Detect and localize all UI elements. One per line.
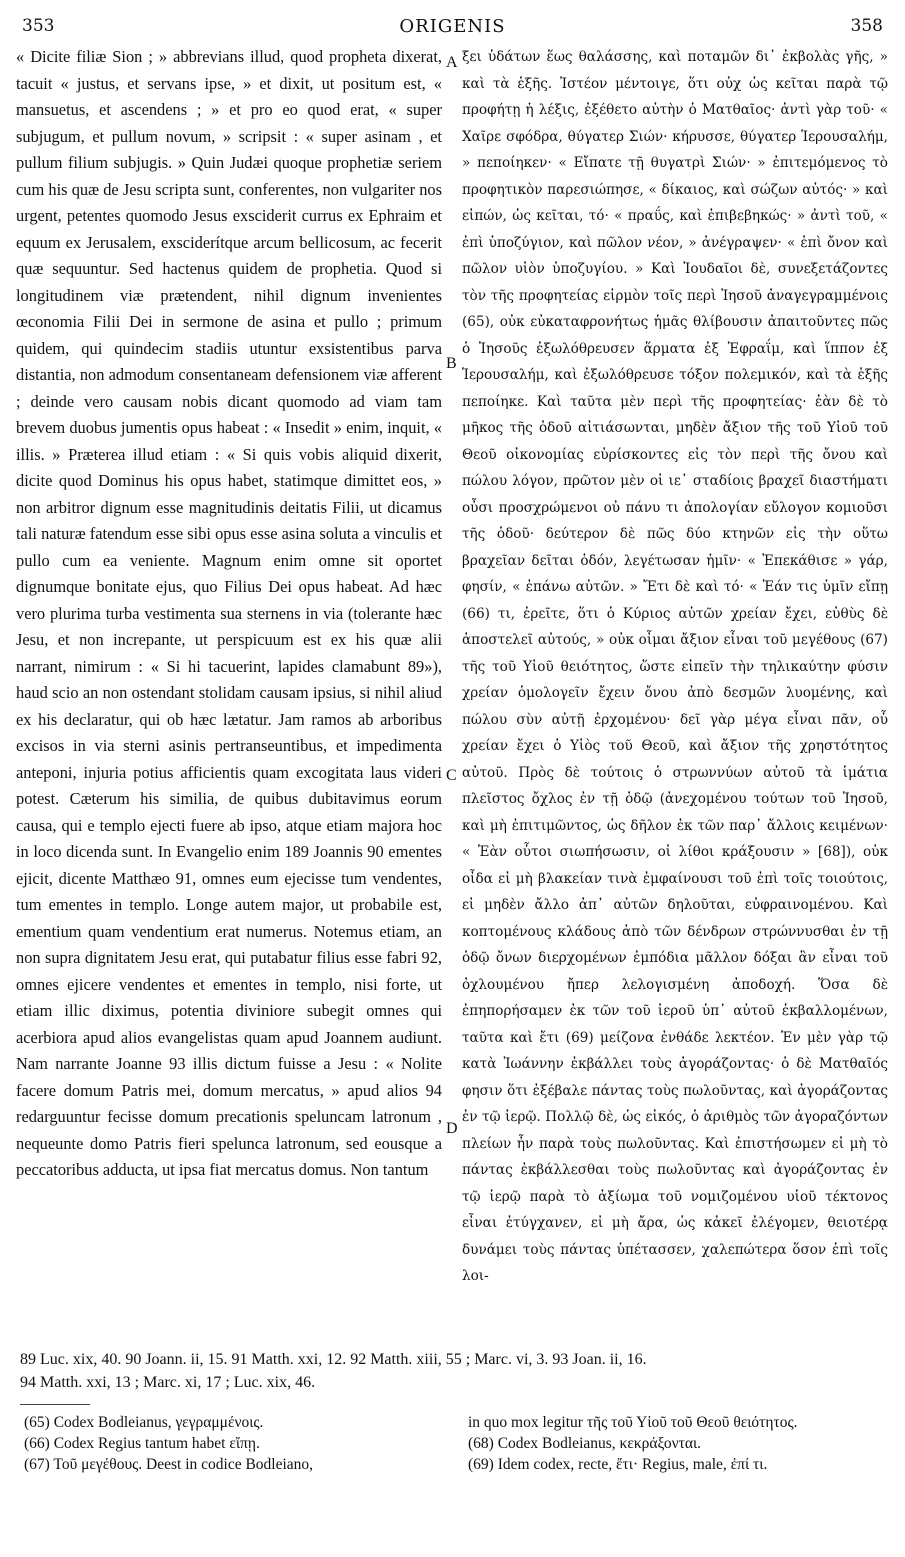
footnote-ref-line: 94 Matth. xxi, 13 ; Marc. xi, 17 ; Luc. xix, 46. (20, 1374, 316, 1391)
critical-notes-left (24, 1412, 444, 1475)
page-number-right: 358 (850, 16, 883, 36)
page-number-left: 353 (22, 16, 55, 36)
footnote-ref-line: 89 Luc. xix, 40. 90 Joann. ii, 15. 91 Matth. xxi, 12. 92 Matth. xiii, 55 ; Marc. vi, 3. 93 Joan. ii, 16. (20, 1351, 647, 1368)
critical-notes-right (468, 1412, 888, 1475)
critical-note: (67) Τοῦ μεγέθους. Deest in codice Bodleiano, (24, 1456, 314, 1473)
greek-text: ξει ὑδάτων ἕως θαλάσσης, καὶ ποταμῶν δι᾿ ἐκβολὰς γῆς, » καὶ τὰ ἑξῆς. Ἰστέον μέντοιγε, ὅτι οὐχ ὡς κεῖται παρὰ τῷ προφήτῃ ἡ λέξις, ἐξέθετο αὐτὴν ὁ Ματθαῖος· ἀντὶ γὰρ τοῦ· « Χαῖρε σφόδρα, θύγατερ Σιών· κήρυσσε, θύγατερ Ἱερουσαλήμ, » πεποίηκεν· « Εἴπατε τῇ θυγατρὶ Σιών· » ἐπιτεμόμενος τὸ προφητικὸν παρεσιώπησε, « δίκαιος, καὶ σώζων αὐτός· » καὶ εἰπών, ὡς κεῖται, τό· « πραΰς, καὶ ἐπιβεβηκώς· » ἀντὶ τοῦ, « ἐπὶ ὑποζύγιον, καὶ πῶλον νέον, » ἀνέγραψεν· « ἐπὶ ὄνον καὶ πῶλον υἱὸν ὑποζυγίου. » Καὶ Ἰουδαῖοι δὲ, συνεξετάζοντες τὸν τῆς προφητείας εἱρμὸν τοῖς περὶ Ἰησοῦ ἀναγεγραμμένοις (65), οὐκ εὐκαταφρονήτως ἡμᾶς θλίβουσιν ἀπαιτοῦντες πῶς ὁ Ἰησοῦς ἐξωλόθρευσεν ἅρματα ἐξ Ἐφραΐμ, καὶ ἵππον ἐξ Ἱερουσαλήμ, καὶ ἐξωλόθρευσε τόξον πολεμικόν, καὶ τὰ ἑξῆς πεποίηκε. Καὶ ταῦτα μὲν περὶ τῆς προφητείας· ἐὰν δὲ τὸ μῆκος τῆς ὁδοῦ αἰτιάσωνται, μηδὲν ἄξιον τῆς τοῦ Υἱοῦ τοῦ Θεοῦ οἰκονομίας εὑρίσκοντες εἰς τὸν περὶ τῆς ὄνου καὶ πώλου λόγον, πρῶτον μὲν οἱ ιε᾿ σταδίοις βραχεῖ διαστήματι οὖσι προσχρώμενοι οὐ πάνυ τι ἀπολογίαν εὔλογον κομιοῦσι τῆς ὁδοῦ· δεύτερον δὲ πῶς δύο κτηνῶν εἰς τὴν οὕτω βραχεῖαν δεῖται ὁδόν, λεγέτωσαν ἡμῖν· « Ἐπεκάθισε » γάρ, φησίν, « ἐπάνω αὐτῶν. » Ἔτι δὲ καὶ τό· « Ἐάν τις ὑμῖν εἴπῃ (66) τι, ἐρεῖτε, ὅτι ὁ Κύριος αὐτῶν χρείαν ἔχει, εὐθὺς δὲ ἀποστελεῖ αὐτούς, » οὐκ οἶμαι ἄξιον εἶναι τοῦ μεγέθους (67) τῆς τοῦ Υἱοῦ θειότητος, ὥστε εἰπεῖν τὴν τηλικαύτην φύσιν χρείαν ὁμολογεῖν ἔχειν ὄνου ἀπὸ δεσμῶν λυομένης, καὶ πώλου σὺν αὐτῇ ἐρχομένου· δεῖ γὰρ μέγα εἶναι πᾶν, οὗ χρείαν ἔχει ὁ Υἱὸς τοῦ Θεοῦ, καὶ ἄξιον τῆς χρηστότητος αὐτοῦ. Πρὸς δὲ τούτοις ὁ στρωννύων αὐτοῦ τὰ ἱμάτια πλεῖστος ὄχλος ἐν τῇ ὁδῷ (ἀνεχομένου τούτων τοῦ Ἰησοῦ, καὶ μὴ ἐπιτιμῶντος, ὡς δῆλον ἐκ τῶν παρ᾿ ἄλλοις κειμένων· « Ἐὰν οὗτοι σιωπήσωσιν, οἱ λίθοι κράξουσιν » [68]), οὐκ οἶδα εἰ μὴ βλακείαν τινὰ ἐμφαίνουσι τοῦ ἐπὶ τοῖς τοιούτοις, εἰ μηδὲν ἄλλο ἀπ᾿ αὐτῶν δηλοῦται, εὐφραινομένου. Καὶ κοπτομένους κλάδους ἀπὸ τῶν δένδρων στρώννυσθαι ἐν τῇ ὁδῷ ὄνων διερχομένων ἐμπόδια μᾶλλον δόξαι ἂν εἶναι τοῦ ὀχλουμένου ἤπερ λελογισμένη ἀποδοχή. Ὅσα δὲ ἐπηπορήσαμεν ἐκ τῶν τοῦ ἱεροῦ ὑπ᾿ αὐτοῦ ἐκβαλλομένων, ταῦτα καὶ ἔτι (69) μείζονα ἐνθάδε λεκτέον. Ἐν μὲν γὰρ τῷ κατὰ Ἰωάννην ἐκβάλλει τοὺς ἀγοράζοντας· ὁ δὲ Ματθαῖός φησιν ὅτι ἐξέβαλε πάντας τοὺς πωλοῦντας, καὶ ἀγοράζοντας ἐν τῷ ἱερῷ. Πολλῷ δὲ, ὡς εἰκός, ὁ ἀριθμὸς τῶν ἀγοραζόντων πλείων ἦν παρὰ τοὺς πωλοῦντας. Καὶ ἐπιστήσωμεν εἰ μὴ τὸ πάντας ἐκβάλλεσθαι τοὺς πωλοῦντας καὶ ἀγοράζοντας ἐν τῷ ἱερῷ παρὰ τὸ ἀξίωμα τοῦ νομιζομένου υἱοῦ τέκτονος εἶναι ἐτύγχανεν, εἰ μὴ ἄρα, ὡς κἀκεῖ ἐλέγομεν, θειοτέρᾳ δυνάμει τοὺς πάντας ὑπέτασσεν, χαλεπώτερα ὅσον ἐπὶ τοῖς λοι- (462, 49, 888, 1284)
section-marker-c: C (446, 767, 457, 784)
critical-note: (65) Codex Bodleianus, γεγραμμένοις. (24, 1414, 264, 1431)
footnote-divider (20, 1404, 90, 1405)
section-marker-a: A (446, 54, 458, 71)
section-marker-d: D (446, 1120, 458, 1137)
running-title: ORIGENIS (399, 16, 506, 37)
section-marker-b: B (446, 355, 457, 372)
scripture-references (20, 1348, 886, 1394)
critical-note: in quo mox legitur τῆς τοῦ Υἱοῦ τοῦ Θεοῦ θειότητος. (468, 1414, 798, 1431)
critical-note: (69) Idem codex, recte, ἔτι· Regius, male, ἐπί τι. (468, 1456, 768, 1473)
critical-note: (68) Codex Bodleianus, κεκράξονται. (468, 1435, 702, 1452)
page-header (22, 10, 883, 40)
greek-column (462, 44, 888, 1344)
latin-text: « Dicite filiæ Sion ; » abbrevians illud, quod propheta dixerat, tacuit « justus, et servans ipse, » et dixit, ut positum est, « mansuetus, et ascendens ; » et pro eo quod erat, « super subjugum, et pullum novum, » scripsit : « super asinam , et pullum filium subjugis. » Quin Judæi quoque prophetiæ seriem cum his quæ de Jesu scripta sunt, conferentes, non vulgariter nos urgent, petentes quomodo Jesus exsciderit currus ex Ephraim et equum ex Jerusalem, exsciderítque arcum bellicosum, ac fecerit quæ sequuntur. Sed hactenus quidem de prophetia. Quod si longitudinem viæ prætendent, nihil dignum invenientes œconomia Filii Dei in sermone de asina et pullo ; primum quidem, qui quindecim stadiis utuntur exsistentibus parva distantia, non admodum consentaneam defensionem viæ afferent ; deinde vero causam nobis dicant quomodo ad viam tam brevem duobus jumentis opus habeat : « Insedit » enim, inquit, « illis. » Præterea illud etiam : « Si quis vobis aliquid dixerit, dicite quod Dominus his opus habet, statimque dimittet eos, » non arbitror dignum esse magnitudinis deitatis Filii, ut dicamus tali naturæ fatendum esse sibi opus esse asina soluta a vinculis et pullo cum ea veniente. Magnum enim omne sit oportet dignumque bonitate ejus, quo Filius Dei opus habeat. Ad hæc vero plurima turba vestimenta sua sternens in via (tolerante hæc Jesu, et non increpante, ut perspicuum est ex his quæ alii narrant, nimirum : « Si hi tacuerint, lapides clamabunt 89»), haud scio an non ostendant stolidam causam ipsius, si nihil aliud ex his declaratur, qui ob hæc lætatur. Jam ramos ab arboribus excisos in via sterni asinis pertranseuntibus, et impedimenta anteponi, injuria potius afficientis quam excogitata laus videri potest. Cæterum his similia, de quibus dubitavimus eorum causa, qui e templo ejecti fuere ab ipso, atque etiam majora hoc in loco dicenda sunt. In Evangelio enim 189 Joannis 90 ementes ejicit, dicente Matthæo 91, omnes eum ejecisse tum vendentes, tum ementes in templo. Longe autem major, ut probabile est, ementium quam vendentium erat numerus. Notemus etiam, an non supra dignitatem Jesu erat, qui putabatur filius esse fabri 92, omnes ejicere vendentes et ementes in templo, nisi forte, ut etiam illic diximus, potentia diviniore subegit omnes qui acerbiora apud alios evangelistas quam apud Joannem audiunt. Nam narrante Joanne 93 illis dictum fuisse a Jesu : « Nolite facere domum Patris mei, domum mercatus, » apud alios 94 redarguuntur fecisse domum precationis speluncam latronum , nequeunte domo Patris fieri spelunca latronum, sed eousque a peccatoribus adducta, ut ipsa fiat mercatus domus. Non tantum (16, 47, 442, 1179)
critical-note: (66) Codex Regius tantum habet εἴπῃ. (24, 1435, 260, 1452)
latin-column (16, 44, 442, 1344)
